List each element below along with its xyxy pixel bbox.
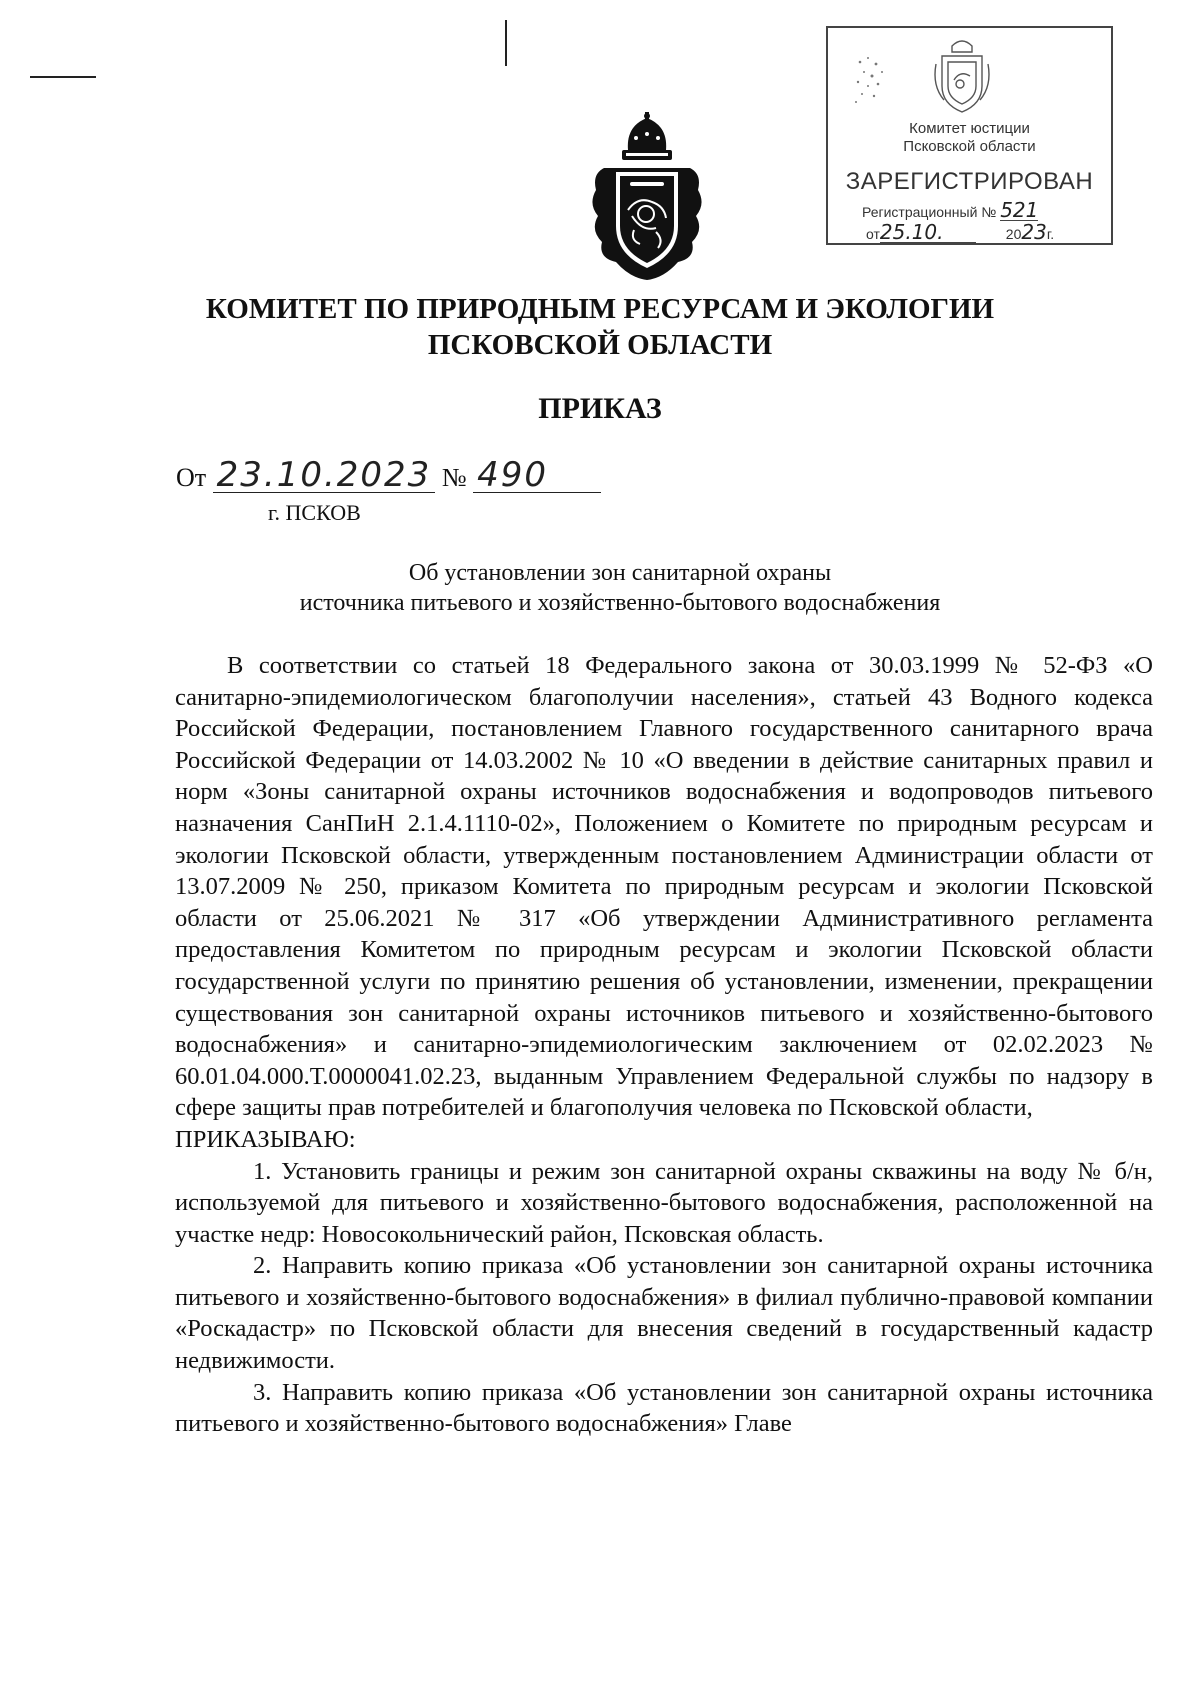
- stamp-year-prefix: 20: [1005, 226, 1022, 242]
- order-item-3: 3. Направить копию приказа «Об установлении зон санитарной охраны источника питьевого и хозяйственно-бытового водоснабжения» Главе: [175, 1378, 1153, 1438]
- stamp-date-row: [866, 220, 1054, 244]
- stamp-status: ЗАРЕГИСТРИРОВАН: [845, 168, 1094, 195]
- stamp-date-prefix: от: [866, 226, 880, 242]
- order-word: ПРИКАЗЫВАЮ:: [175, 1125, 356, 1153]
- stamp-year-hw: 23: [1021, 220, 1047, 244]
- stamp-reg-number: 521: [1000, 198, 1039, 222]
- org-title-line2: ПСКОВСКОЙ ОБЛАСТИ: [427, 329, 773, 361]
- stamp-org-line2: Псковской области: [903, 138, 1036, 155]
- coat-of-arms-emblem: [586, 112, 708, 282]
- subject-line2: источника питьевого и хозяйственно-бытового водоснабжения: [299, 590, 941, 616]
- date-number-row: [176, 455, 601, 495]
- preamble-paragraph: В соответствии со статьей 18 Федерального закона от 30.03.1999 № 52-ФЗ «О санитарно-эпидемиологическом благополучии населения», статьей 43 Водного кодекса Российской Федерации, постановлением Главного государственного санитарного врача Российской Федерации от 14.03.2002 № 10 «О введении в действие санитарных правил и норм «Зоны санитарной охраны источников водоснабжения и водопроводов питьевого назначения СанПиН 2.1.4.1110-02», Положением о Комитете по природным ресурсам и экологии Псковской области, утвержденным постановлением Администрации области от 13.07.2009 № 250, приказом Комитета по природным ресурсам и экологии Псковской области от 25.06.2021 № 317 «Об утверждении Административного регламента предоставления Комитетом по природным ресурсам и экологии Псковской области государственной услуги по принятию решения об установлении, изменении, прекращении существования зон санитарной охраны источников питьевого и хозяйственно-бытового водоснабжения» и санитарно-эпидемиологическим заключением от 02.02.2023 № 60.01.04.000.Т.0000041.02.23, выданным Управлением Федеральной службы по надзору в сфере защиты прав потребителей и благополучия человека по Псковской области,: [175, 652, 1153, 1122]
- stamp-reg-row: [862, 200, 1038, 221]
- stamp-year-suffix: г.: [1046, 226, 1055, 242]
- stamp-smudge: [848, 52, 908, 112]
- scan-mark-vertical: [505, 20, 507, 66]
- order-date: 23.10.2023: [213, 458, 436, 493]
- date-prefix: От: [176, 463, 207, 492]
- stamp-reg-label: Регистрационный №: [862, 204, 997, 220]
- order-number: 490: [473, 458, 601, 493]
- document-type: ПРИКАЗ: [538, 392, 662, 425]
- city: г. ПСКОВ: [268, 500, 361, 525]
- stamp-emblem: [930, 36, 994, 116]
- subject-line1: Об установлении зон санитарной охраны: [408, 560, 832, 586]
- org-title-line1: КОМИТЕТ ПО ПРИРОДНЫМ РЕСУРСАМ И ЭКОЛОГИИ: [205, 293, 995, 325]
- order-item-2: 2. Направить копию приказа «Об установлении зон санитарной охраны источника питьевого и хозяйственно-бытового водоснабжения» в филиал публично-правовой компании «Роскадастр» по Псковской области для внесения сведений в государственный кадастр недвижимости.: [175, 1252, 1153, 1375]
- stamp-org-line1: Комитет юстиции: [909, 120, 1030, 137]
- stamp-date-value: 25.10.: [880, 222, 976, 243]
- number-prefix: №: [441, 463, 467, 492]
- document-body: [175, 650, 1153, 1440]
- scan-mark-top-left: [30, 76, 96, 78]
- registration-stamp: [826, 26, 1113, 245]
- order-item-1: 1. Установить границы и режим зон санитарной охраны скважины на воду № б/н, используемой для питьевого и хозяйственно-бытового водоснабжения, расположенной на участке недр: Новосокольнический район, Псковская область.: [175, 1157, 1153, 1248]
